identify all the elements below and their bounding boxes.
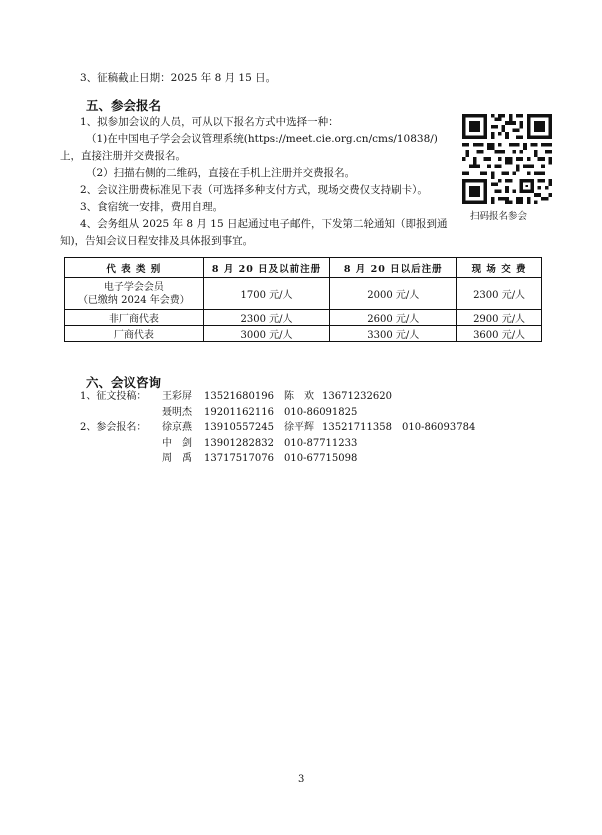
contact-group-label: 2、参会报名： bbox=[80, 422, 147, 433]
contact-phone: 13717517076 bbox=[204, 453, 274, 464]
contact-phone: 010-67715098 bbox=[284, 453, 358, 464]
contact-phone: 13521711358 010-86093784 bbox=[322, 422, 476, 433]
section5-line-5: 2、会议注册费标准见下表（可选择多种支付方式，现场交费仅支持刷卡）。 bbox=[80, 184, 428, 196]
late-fee-cell: 3300 元/人 bbox=[330, 326, 457, 342]
header-early: 8 月 20 日及以前注册 bbox=[203, 258, 330, 278]
contact-phone: 13910557245 bbox=[204, 422, 274, 433]
category-line: （已缴纳 2024 年会费） bbox=[77, 294, 190, 306]
contact-name: 徐京燕 bbox=[162, 422, 192, 433]
section5-heading: 五、参会报名 bbox=[86, 98, 162, 113]
contact-name: 聂明杰 bbox=[162, 407, 192, 418]
registration-qr-code[interactable] bbox=[462, 114, 552, 204]
contact-phone: 13521680196 bbox=[204, 391, 274, 402]
section5-line-4: （2）扫描右侧的二维码，直接在手机上注册并交费报名。 bbox=[86, 167, 356, 179]
contact-name: 中 剑 bbox=[162, 438, 192, 449]
contact-name: 周 禹 bbox=[162, 453, 192, 464]
table-row bbox=[65, 310, 542, 326]
late-fee-cell: 2000 元/人 bbox=[330, 278, 457, 310]
header-late: 8 月 20 日以后注册 bbox=[330, 258, 457, 278]
early-fee-cell: 2300 元/人 bbox=[203, 310, 330, 326]
contact-phone: 13901282832 bbox=[204, 438, 274, 449]
contact-name: 徐平辉 bbox=[284, 422, 314, 433]
contact-group-label: 1、征文投稿： bbox=[80, 391, 147, 402]
fee-table bbox=[64, 257, 542, 342]
contact-phone: 13671232620 bbox=[322, 391, 392, 402]
section5-line-7: 4、会务组从 2025 年 8 月 15 日起通过电子邮件，下发第二轮通知（即报到通 bbox=[80, 218, 448, 230]
section5-line-2: （1)在中国电子学会会议管理系统(https://meet.cie.org.cn/cms/10838/) bbox=[86, 133, 438, 145]
contact-phone: 010-87711233 bbox=[284, 438, 358, 449]
fee-table-header-row bbox=[65, 258, 542, 278]
early-fee-cell: 1700 元/人 bbox=[203, 278, 330, 310]
section5-line-6: 3、食宿统一安排，费用自理。 bbox=[80, 201, 224, 213]
contact-phone: 19201162116 bbox=[204, 407, 274, 418]
onsite-fee-cell: 2900 元/人 bbox=[457, 310, 542, 326]
table-row bbox=[65, 326, 542, 342]
contact-name: 陈 欢 bbox=[284, 391, 314, 402]
table-row bbox=[65, 278, 542, 310]
onsite-fee-cell: 3600 元/人 bbox=[457, 326, 542, 342]
section5-line-3: 上，直接注册并交费报名。 bbox=[60, 150, 186, 162]
onsite-fee-cell: 2300 元/人 bbox=[457, 278, 542, 310]
section5-line-8: 知)，告知会议日程安排及具体报到事宜。 bbox=[60, 235, 254, 247]
contact-name: 王彩屏 bbox=[162, 391, 192, 402]
header-onsite: 现 场 交 费 bbox=[457, 258, 542, 278]
category-cell bbox=[65, 278, 204, 310]
section6-heading: 六、会议咨询 bbox=[86, 375, 162, 390]
late-fee-cell: 2600 元/人 bbox=[330, 310, 457, 326]
page-number: 3 bbox=[298, 774, 305, 785]
section5-line-1: 1、拟参加会议的人员，可从以下报名方式中选择一种： bbox=[80, 116, 339, 128]
early-fee-cell: 3000 元/人 bbox=[203, 326, 330, 342]
contact-phone: 010-86091825 bbox=[284, 407, 358, 418]
category-cell: 厂商代表 bbox=[65, 326, 204, 342]
header-category: 代 表 类 别 bbox=[65, 258, 204, 278]
deadline-line: 3、征稿截止日期：2025 年 8 月 15 日。 bbox=[80, 72, 277, 84]
category-line: 电子学会会员 bbox=[103, 281, 164, 293]
category-cell: 非厂商代表 bbox=[65, 310, 204, 326]
qr-caption: 扫码报名参会 bbox=[470, 211, 528, 222]
